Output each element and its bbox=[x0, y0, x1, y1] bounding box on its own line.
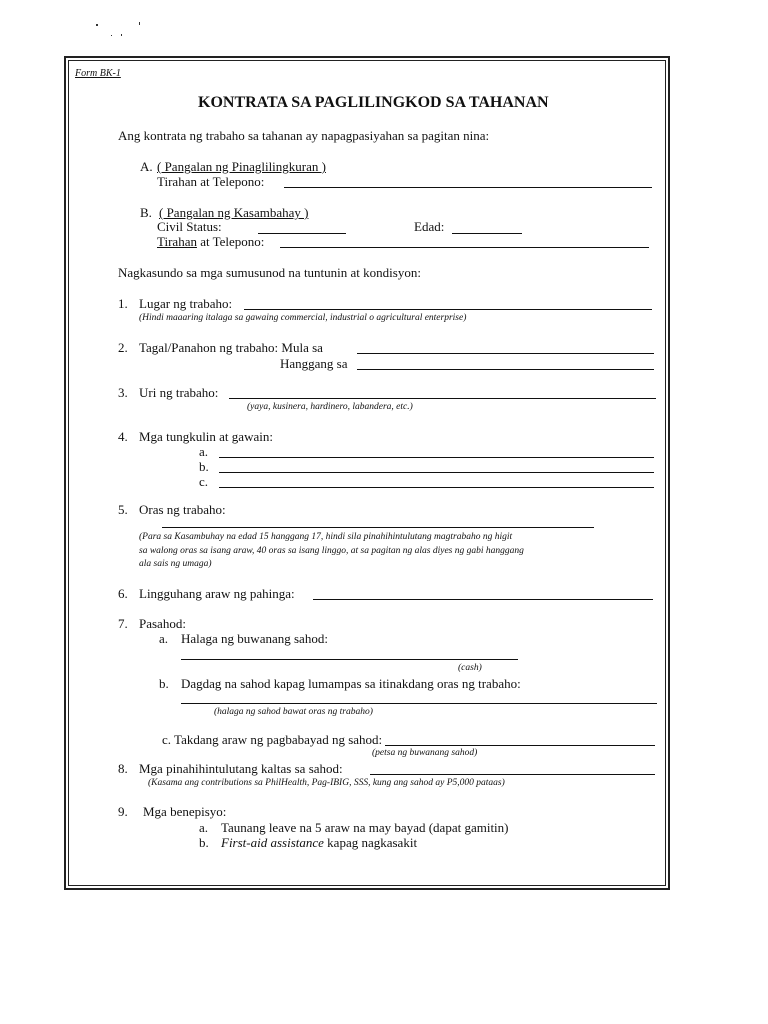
item-2-number: 2. bbox=[118, 340, 128, 355]
salary-c-label: c. Takdang araw ng pagbabayad ng sahod: bbox=[162, 732, 383, 747]
scan-speck bbox=[121, 34, 122, 36]
monthly-salary-field[interactable] bbox=[181, 659, 518, 660]
item-7-number: 7. bbox=[118, 616, 128, 631]
item-2-label-until: Hanggang sa bbox=[280, 356, 348, 371]
salary-b-label: Dagdag na sahod kapag lumampas sa itinakdang oras ng trabaho: bbox=[181, 676, 521, 691]
duty-b-letter: b. bbox=[199, 459, 209, 474]
item-5-note-line-3: ala sais ng umaga) bbox=[139, 559, 212, 569]
form-title: KONTRATA SA PAGLILINGKOD SA TAHANAN bbox=[198, 94, 549, 111]
party-a-letter: A. bbox=[140, 159, 153, 174]
benefit-b-text bbox=[221, 835, 417, 850]
item-6-label: Lingguhang araw ng pahinga: bbox=[139, 586, 295, 601]
item-1-number: 1. bbox=[118, 296, 128, 311]
benefit-a-letter: a. bbox=[199, 820, 209, 835]
item-3-note: (yaya, kusinera, hardinero, labandera, etc.) bbox=[247, 402, 413, 412]
item-5-note-line-2: sa walong oras sa isang araw, 40 oras sa isang linggo, at sa pagitan ng alas diyes ng gabi hanggang bbox=[139, 546, 524, 556]
item-9-label: Mga benepisyo: bbox=[143, 804, 227, 819]
party-b-address-label bbox=[157, 234, 264, 249]
job-type-field[interactable] bbox=[229, 398, 656, 399]
item-9-number: 9. bbox=[118, 804, 128, 819]
item-5-number: 5. bbox=[118, 502, 128, 517]
civil-status-field[interactable] bbox=[258, 233, 346, 234]
salary-c-note: (petsa ng buwanang sahod) bbox=[372, 748, 478, 758]
item-1-note: (Hindi maaaring italaga sa gawaing commercial, industrial o agricultural enterprise) bbox=[139, 313, 467, 323]
salary-a-note: (cash) bbox=[458, 663, 482, 673]
party-b-address-label-a: Tirahan bbox=[157, 234, 197, 249]
overtime-pay-field[interactable] bbox=[181, 703, 657, 704]
start-date-field[interactable] bbox=[357, 353, 654, 354]
party-a-address-label: Tirahan at Telepono: bbox=[157, 174, 265, 189]
age-label: Edad: bbox=[414, 219, 445, 234]
item-4-number: 4. bbox=[118, 429, 128, 444]
benefit-b-text-rest: kapag nagkasakit bbox=[323, 835, 418, 850]
benefit-b-text-italic: First-aid assistance bbox=[221, 835, 324, 850]
item-5-note-line-1: (Para sa Kasambuhay na edad 15 hanggang 17, hindi sila pinahihintulutang magtrabaho ng higit bbox=[139, 532, 513, 542]
duty-a-field[interactable] bbox=[219, 457, 654, 458]
party-a-name-label: ( Pangalan ng Pinaglilingkuran ) bbox=[157, 159, 326, 174]
item-3-label: Uri ng trabaho: bbox=[139, 385, 219, 400]
civil-status-label: Civil Status: bbox=[157, 219, 222, 234]
benefit-a-text: Taunang leave na 5 araw na may bayad (dapat gamitin) bbox=[221, 820, 509, 835]
party-b-name-label: ( Pangalan ng Kasambahay ) bbox=[159, 205, 309, 220]
agreement-text: Nagkasundo sa mga sumusunod na tuntunin at kondisyon: bbox=[118, 265, 421, 280]
party-a-address-field[interactable] bbox=[284, 187, 652, 188]
item-8-label: Mga pinahihintulutang kaltas sa sahod: bbox=[139, 761, 343, 776]
salary-b-letter: b. bbox=[159, 676, 169, 691]
item-2-label: Tagal/Panahon ng trabaho: Mula sa bbox=[139, 340, 323, 355]
benefit-b-letter: b. bbox=[199, 835, 209, 850]
salary-a-letter: a. bbox=[159, 631, 169, 646]
rest-day-field[interactable] bbox=[313, 599, 653, 600]
item-4-label: Mga tungkulin at gawain: bbox=[139, 429, 273, 444]
payday-field[interactable] bbox=[385, 745, 655, 746]
party-b-letter: B. bbox=[140, 205, 152, 220]
item-1-label: Lugar ng trabaho: bbox=[139, 296, 233, 311]
end-date-field[interactable] bbox=[357, 369, 654, 370]
item-8-note: (Kasama ang contributions sa PhilHealth, Pag-IBIG, SSS, kung ang sahod ay P5,000 pataas) bbox=[148, 778, 505, 788]
duty-a-letter: a. bbox=[199, 444, 209, 459]
work-hours-field[interactable] bbox=[162, 527, 594, 528]
item-3-number: 3. bbox=[118, 385, 128, 400]
party-b-address-label-b: at Telepono: bbox=[196, 234, 265, 249]
duty-b-field[interactable] bbox=[219, 472, 654, 473]
scan-speck bbox=[139, 22, 140, 25]
item-6-number: 6. bbox=[118, 586, 128, 601]
duty-c-letter: c. bbox=[199, 474, 209, 489]
workplace-field[interactable] bbox=[244, 309, 652, 310]
salary-b-note: (halaga ng sahod bawat oras ng trabaho) bbox=[214, 707, 373, 717]
party-b-address-field[interactable] bbox=[280, 247, 649, 248]
salary-a-label: Halaga ng buwanang sahod: bbox=[181, 631, 328, 646]
item-8-number: 8. bbox=[118, 761, 128, 776]
age-field[interactable] bbox=[452, 233, 522, 234]
form-label: Form BK-1 bbox=[75, 68, 121, 79]
intro-text: Ang kontrata ng trabaho sa tahanan ay napagpasiyahan sa pagitan nina: bbox=[118, 128, 490, 143]
scan-speck bbox=[111, 35, 112, 36]
item-7-label: Pasahod: bbox=[139, 616, 186, 631]
duty-c-field[interactable] bbox=[219, 487, 654, 488]
item-5-label: Oras ng trabaho: bbox=[139, 502, 226, 517]
deductions-field[interactable] bbox=[370, 774, 655, 775]
scan-speck bbox=[96, 24, 98, 26]
